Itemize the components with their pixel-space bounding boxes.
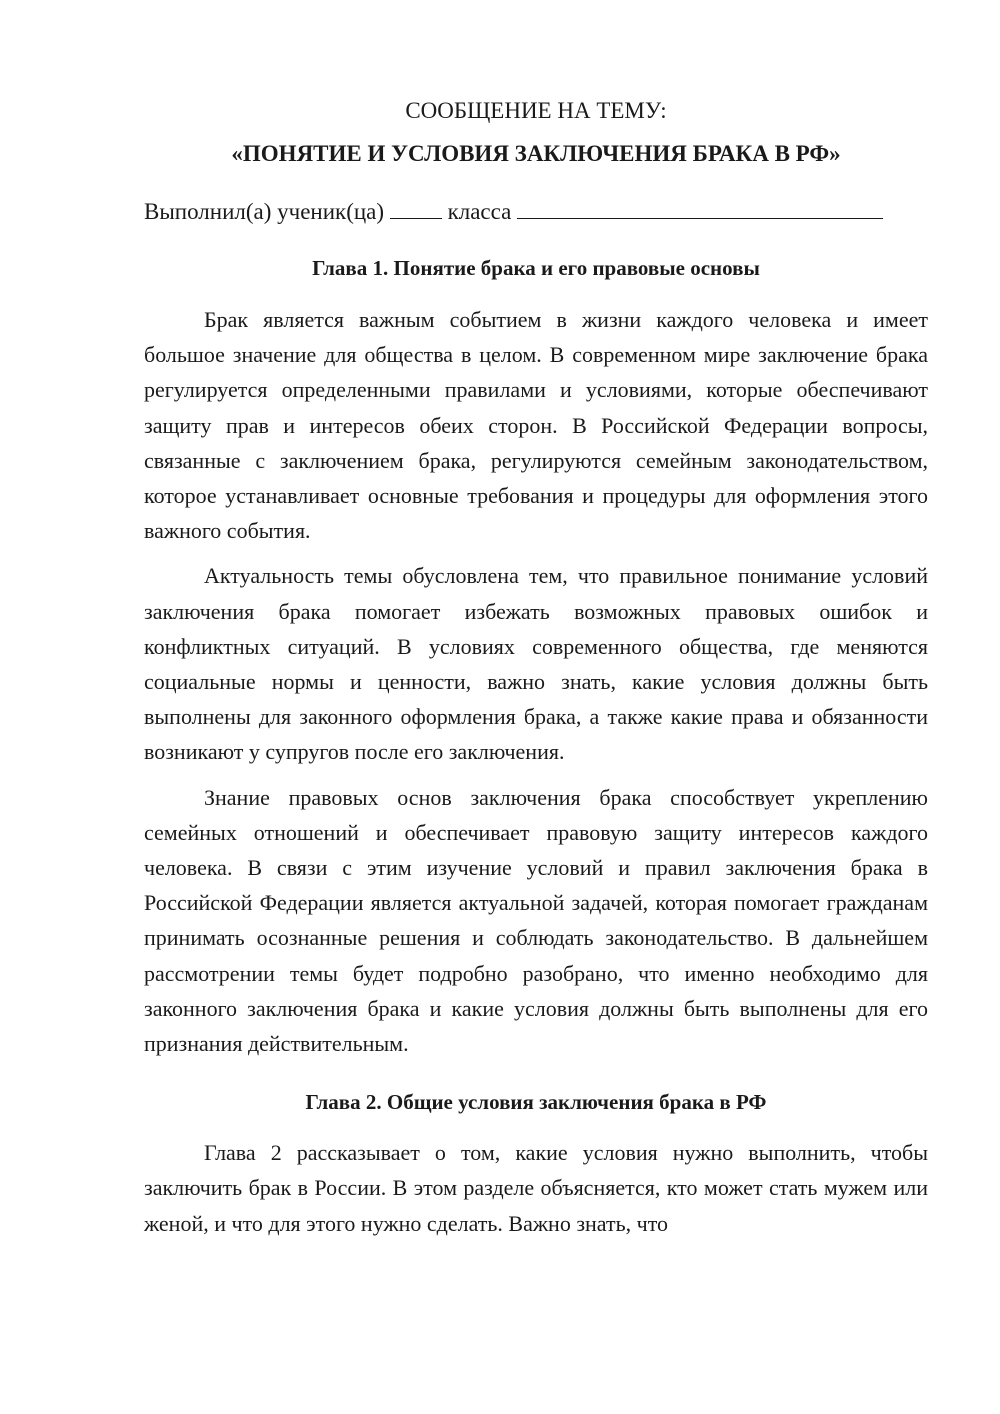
document-heading: СООБЩЕНИЕ НА ТЕМУ:	[405, 98, 667, 123]
chapter-1-heading: Глава 1. Понятие брака и его правовые основы	[312, 256, 760, 280]
class-blank	[517, 196, 883, 219]
chapter-1-paragraph: Актуальность темы обусловлена тем, что правильное понимание условий заключения брака помогает избежать возможных правовых ошибок и конфликтных ситуаций. В условиях современного общества, где меняются социальные нормы и ценности, важно знать, какие условия должны быть выполнены для законного оформления брака, а также какие права и обязанности возникают у супругов после его заключения.	[144, 563, 928, 765]
chapter-2-paragraph: Глава 2 рассказывает о том, какие условия нужно выполнить, чтобы заключить брак в России. В этом разделе объясняется, кто может стать мужем или женой, и что для этого нужно сделать. Важно знать, что	[144, 1140, 928, 1236]
author-line	[144, 195, 928, 229]
author-label: Выполнил(а) ученик(ца)	[144, 199, 385, 224]
document-title: «ПОНЯТИЕ И УСЛОВИЯ ЗАКЛЮЧЕНИЯ БРАКА В РФ»	[231, 141, 841, 166]
chapter-2-heading: Глава 2. Общие условия заключения брака в РФ	[305, 1090, 767, 1115]
chapter-1-paragraph: Знание правовых основ заключения брака способствует укреплению семейных отношений и обеспечивает правовую защиту интересов каждого человека. В связи с этим изучение условий и правил заключения брака в Российской Федерации является актуальной задачей, которая помогает гражданам принимать осознанные решения и соблюдать законодательство. В дальнейшем рассмотрении темы будет подробно разобрано, что именно необходимо для законного заключения брака и какие условия должны быть выполнены для его признания действительным.	[144, 784, 928, 1057]
grade-blank	[390, 196, 442, 219]
class-label: класса	[447, 199, 512, 224]
chapter-1-paragraph: Брак является важным событием в жизни каждого человека и имеет большое значение для общества в целом. В современном мире заключение брака регулируется определенными правилами и условиями, которые обеспечивают защиту прав и интересов обеих сторон. В Российской Федерации вопросы, связанные с заключением брака, регулируются семейным законодательством, которое устанавливает основные требования и процедуры для оформления этого важного события.	[144, 307, 928, 544]
